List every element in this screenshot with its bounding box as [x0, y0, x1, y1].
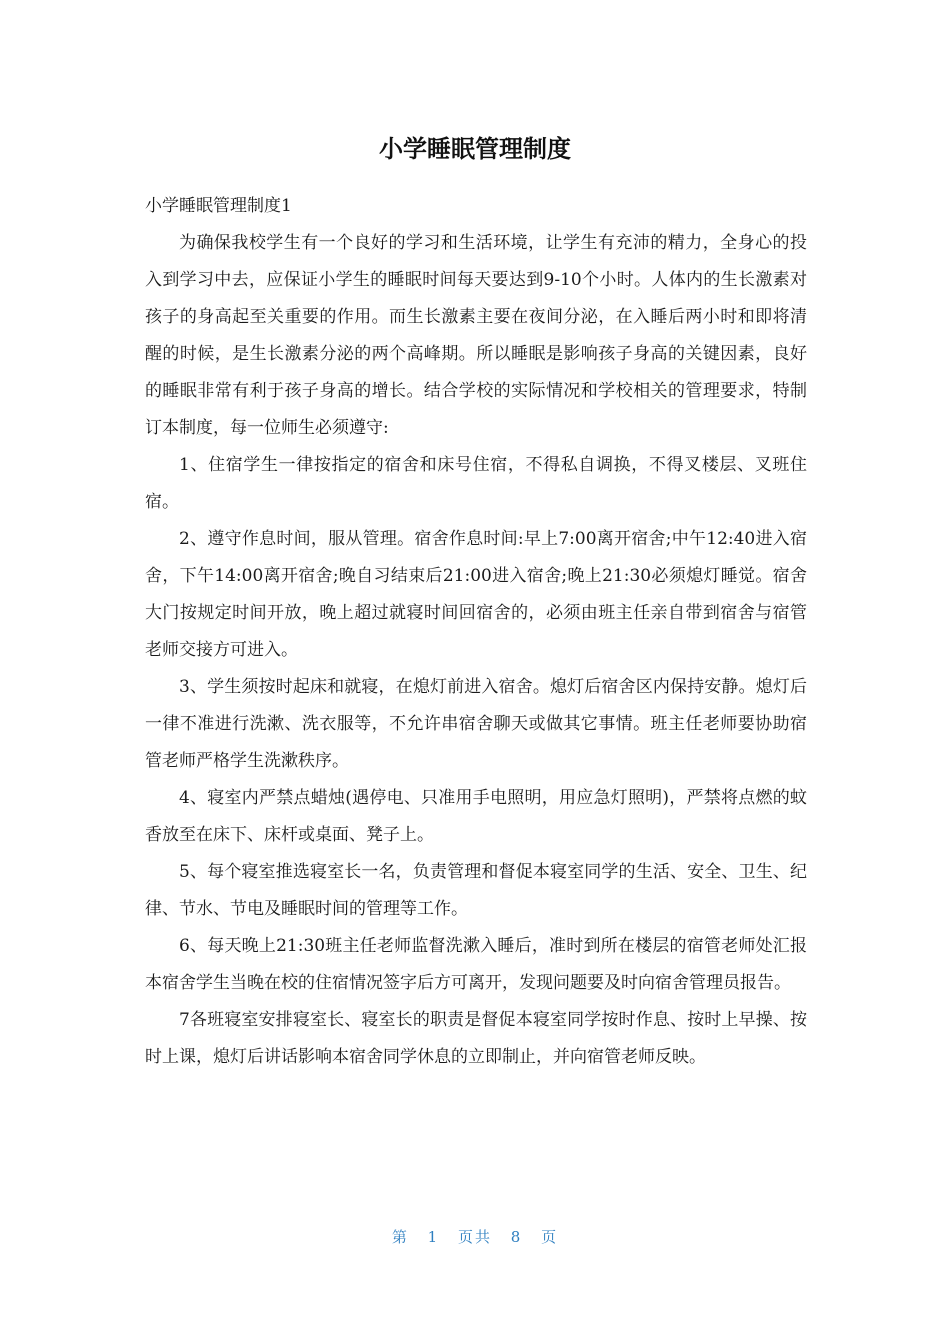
- footer-prefix: 第: [391, 1228, 409, 1246]
- paragraph-rule-7: 7各班寝室安排寝室长、寝室长的职责是督促本寝室同学按时作息、按时上早操、按时上课，熄灯后讲话影响本宿舍同学休息的立即制止，并向宿管老师反映。: [145, 1010, 807, 1067]
- footer-suffix: 页: [541, 1228, 559, 1246]
- paragraph-rule-4: 4、寝室内严禁点蜡烛(遇停电、只准用手电照明，用应急灯照明)，严禁将点燃的蚊香放至在床下、床杆或桌面、凳子上。: [145, 788, 807, 845]
- paragraph-rule-3: 3、学生须按时起床和就寝，在熄灯前进入宿舍。熄灯后宿舍区内保持安静。熄灯后一律不准进行洗漱、洗衣服等，不允许串宿舍聊天或做其它事情。班主任老师要协助宿管老师严格学生洗漱秩序。: [145, 677, 807, 771]
- page-footer: [0, 1226, 950, 1248]
- section-heading: 小学睡眠管理制度1: [145, 196, 292, 216]
- document-title: 小学睡眠管理制度: [379, 135, 571, 163]
- paragraph-rule-1: 1、住宿学生一律按指定的宿舍和床号住宿，不得私自调换，不得叉楼层、叉班住宿。: [145, 455, 807, 512]
- paragraph-rule-5: 5、每个寝室推选寝室长一名，负责管理和督促本寝室同学的生活、安全、卫生、纪律、节水、节电及睡眠时间的管理等工作。: [145, 862, 807, 919]
- footer-middle: 页共: [457, 1228, 492, 1246]
- footer-current-page: 1: [427, 1228, 440, 1246]
- paragraph-intro: 为确保我校学生有一个良好的学习和生活环境，让学生有充沛的精力，全身心的投入到学习中去，应保证小学生的睡眠时间每天要达到9-10个小时。人体内的生长激素对孩子的身高起至关重要的作用。而生长激素主要在夜间分泌，在入睡后两小时和即将清醒的时候，是生长激素分泌的两个高峰期。所以睡眠是影响孩子身高的关键因素，良好的睡眠非常有利于孩子身高的增长。结合学校的实际情况和学校相关的管理要求，特制订本制度，每一位师生必须遵守:: [145, 233, 807, 438]
- document-body: [145, 188, 807, 1076]
- paragraph-rule-6: 6、每天晚上21:30班主任老师监督洗漱入睡后，准时到所在楼层的宿管老师处汇报本宿舍学生当晚在校的住宿情况签字后方可离开，发现问题要及时向宿舍管理员报告。: [145, 936, 807, 993]
- footer-total-pages: 8: [510, 1228, 523, 1246]
- paragraph-rule-2: 2、遵守作息时间，服从管理。宿舍作息时间:早上7:00离开宿舍;中午12:40进入宿舍，下午14:00离开宿舍;晚自习结束后21:00进入宿舍;晚上21:30必须熄灯睡觉。宿舍大门按规定时间开放，晚上超过就寝时间回宿舍的，必须由班主任亲自带到宿舍与宿管老师交接方可进入。: [145, 529, 807, 660]
